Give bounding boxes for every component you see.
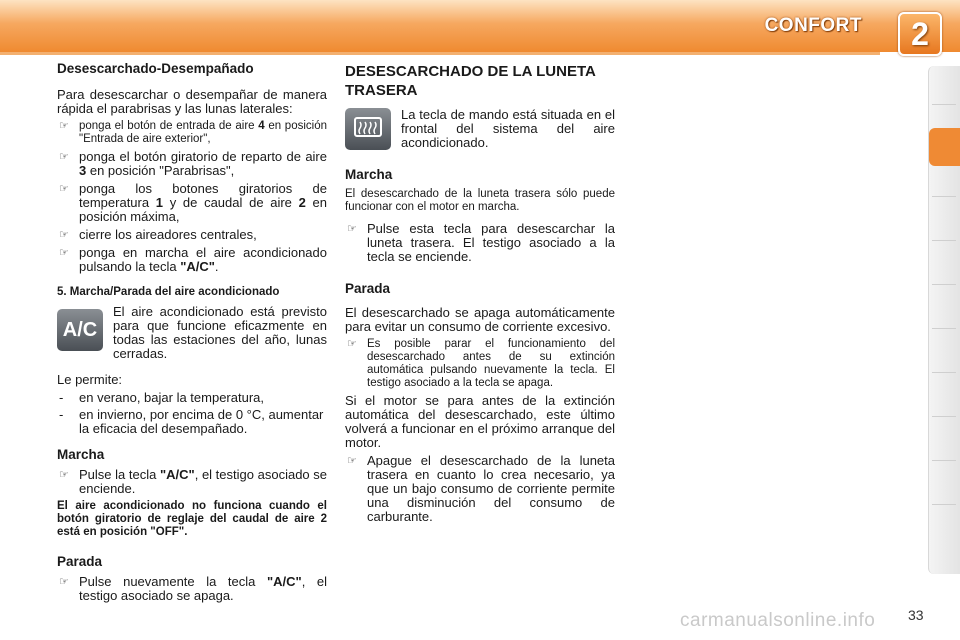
pointing-hand-icon: ☞ xyxy=(59,120,69,132)
list-item: ☞ Pulse esta tecla para desescarchar la luneta trasera. El testigo asociado a la tecla se enciende. xyxy=(347,221,615,264)
side-index-divider xyxy=(932,504,956,505)
pointing-hand-icon: ☞ xyxy=(347,455,357,467)
permite-label: Le permite: xyxy=(57,372,123,387)
page-number: 33 xyxy=(908,607,924,623)
rear-defrost-icon xyxy=(345,108,391,150)
side-index-divider xyxy=(932,416,956,417)
rear-marcha-note: El desescarchado de la luneta trasera sólo puede funcionar con el motor en marcha. xyxy=(345,188,615,213)
pointing-hand-icon: ☞ xyxy=(59,183,69,195)
header-divider xyxy=(0,52,880,55)
chapter-number-badge: 2 xyxy=(898,12,942,56)
list-item: - en invierno, por encima de 0 °C, aumentar la eficacia del desempañado. xyxy=(59,407,324,436)
list-item: ☞ Pulse nuevamente la tecla "A/C", el testigo asociado se apaga. xyxy=(59,574,327,603)
pointing-hand-icon: ☞ xyxy=(59,576,69,588)
ac-button-icon: A/C xyxy=(57,309,103,351)
list-item: ☞ ponga el botón giratorio de reparto de aire 3 en posición "Parabrisas", xyxy=(59,149,327,178)
list-item: ☞ Es posible parar el funcionamiento del desescarchado antes de su extinción automática pulsando nuevamente la tecla. El testigo asociado a la tecla se apaga. xyxy=(347,338,615,389)
marcha-title: Marcha xyxy=(57,447,105,462)
side-index-divider xyxy=(932,284,956,285)
pointing-hand-icon: ☞ xyxy=(59,151,69,163)
section-title-defrost: Desescarchado-Desempañado xyxy=(57,61,254,76)
side-index-divider xyxy=(932,240,956,241)
rear-intro-text: La tecla de mando está situada en el frontal del sistema del aire acondicionado. xyxy=(401,107,615,150)
section-title-rear-defrost: DESESCARCHADO DE LA LUNETA TRASERA xyxy=(345,63,596,99)
list-item: - en verano, bajar la temperatura, xyxy=(59,390,264,405)
rear-motor-text: Si el motor se para antes de la extinción automática del desescarchado, este último volverá a funcionar en el próximo arranque del motor. xyxy=(345,393,615,450)
ac-warning-note: El aire acondicionado no funciona cuando el botón giratorio de reglaje del caudal de aire 2 está en posición "OFF". xyxy=(57,500,327,538)
pointing-hand-icon: ☞ xyxy=(59,229,69,241)
chapter-title: CONFORT xyxy=(764,15,862,36)
right-column xyxy=(345,62,615,528)
side-index-divider xyxy=(932,196,956,197)
section-heading-ac: 5. Marcha/Parada del aire acondicionado xyxy=(57,286,280,298)
intro-text: Para desescarchar o desempañar de manera rápida el parabrisas y las lunas laterales: xyxy=(57,87,327,116)
left-column xyxy=(57,62,327,607)
rear-parada-text: El desescarchado se apaga automáticamente para evitar un consumo de corriente excesivo. xyxy=(345,305,615,334)
side-index-divider xyxy=(932,460,956,461)
parada-title: Parada xyxy=(345,281,391,296)
pointing-hand-icon: ☞ xyxy=(347,223,357,235)
watermark: carmanualsonline.info xyxy=(680,610,876,631)
side-index-divider xyxy=(932,372,956,373)
list-item: ☞ cierre los aireadores centrales, xyxy=(59,227,257,242)
ac-description: El aire acondicionado está previsto para que funcione eficazmente en todas las estaciones del año, lunas cerradas. xyxy=(113,304,327,361)
list-item: ☞ ponga los botones giratorios de temperatura 1 y de caudal de aire 2 en posición máxima, xyxy=(59,181,328,224)
pointing-hand-icon: ☞ xyxy=(59,247,69,259)
pointing-hand-icon: ☞ xyxy=(347,338,357,350)
list-item: ☞ Pulse la tecla "A/C", el testigo asociado se enciende. xyxy=(59,467,328,496)
side-index-active-tab[interactable] xyxy=(929,128,960,166)
side-index-divider xyxy=(932,328,956,329)
pointing-hand-icon: ☞ xyxy=(59,469,69,481)
parada-title: Parada xyxy=(57,554,103,569)
list-item: ☞ Apague el desescarchado de la luneta trasera en cuanto lo crea necesario, ya que un bajo consumo de corriente permite una disminución del consumo de carburante. xyxy=(347,453,615,524)
side-index-divider xyxy=(932,104,956,105)
list-item: ☞ ponga en marcha el aire acondicionado pulsando la tecla "A/C". xyxy=(59,245,327,274)
marcha-title: Marcha xyxy=(345,167,393,182)
list-item: ☞ ponga el botón de entrada de aire 4 en posición "Entrada de aire exterior", xyxy=(59,120,328,145)
